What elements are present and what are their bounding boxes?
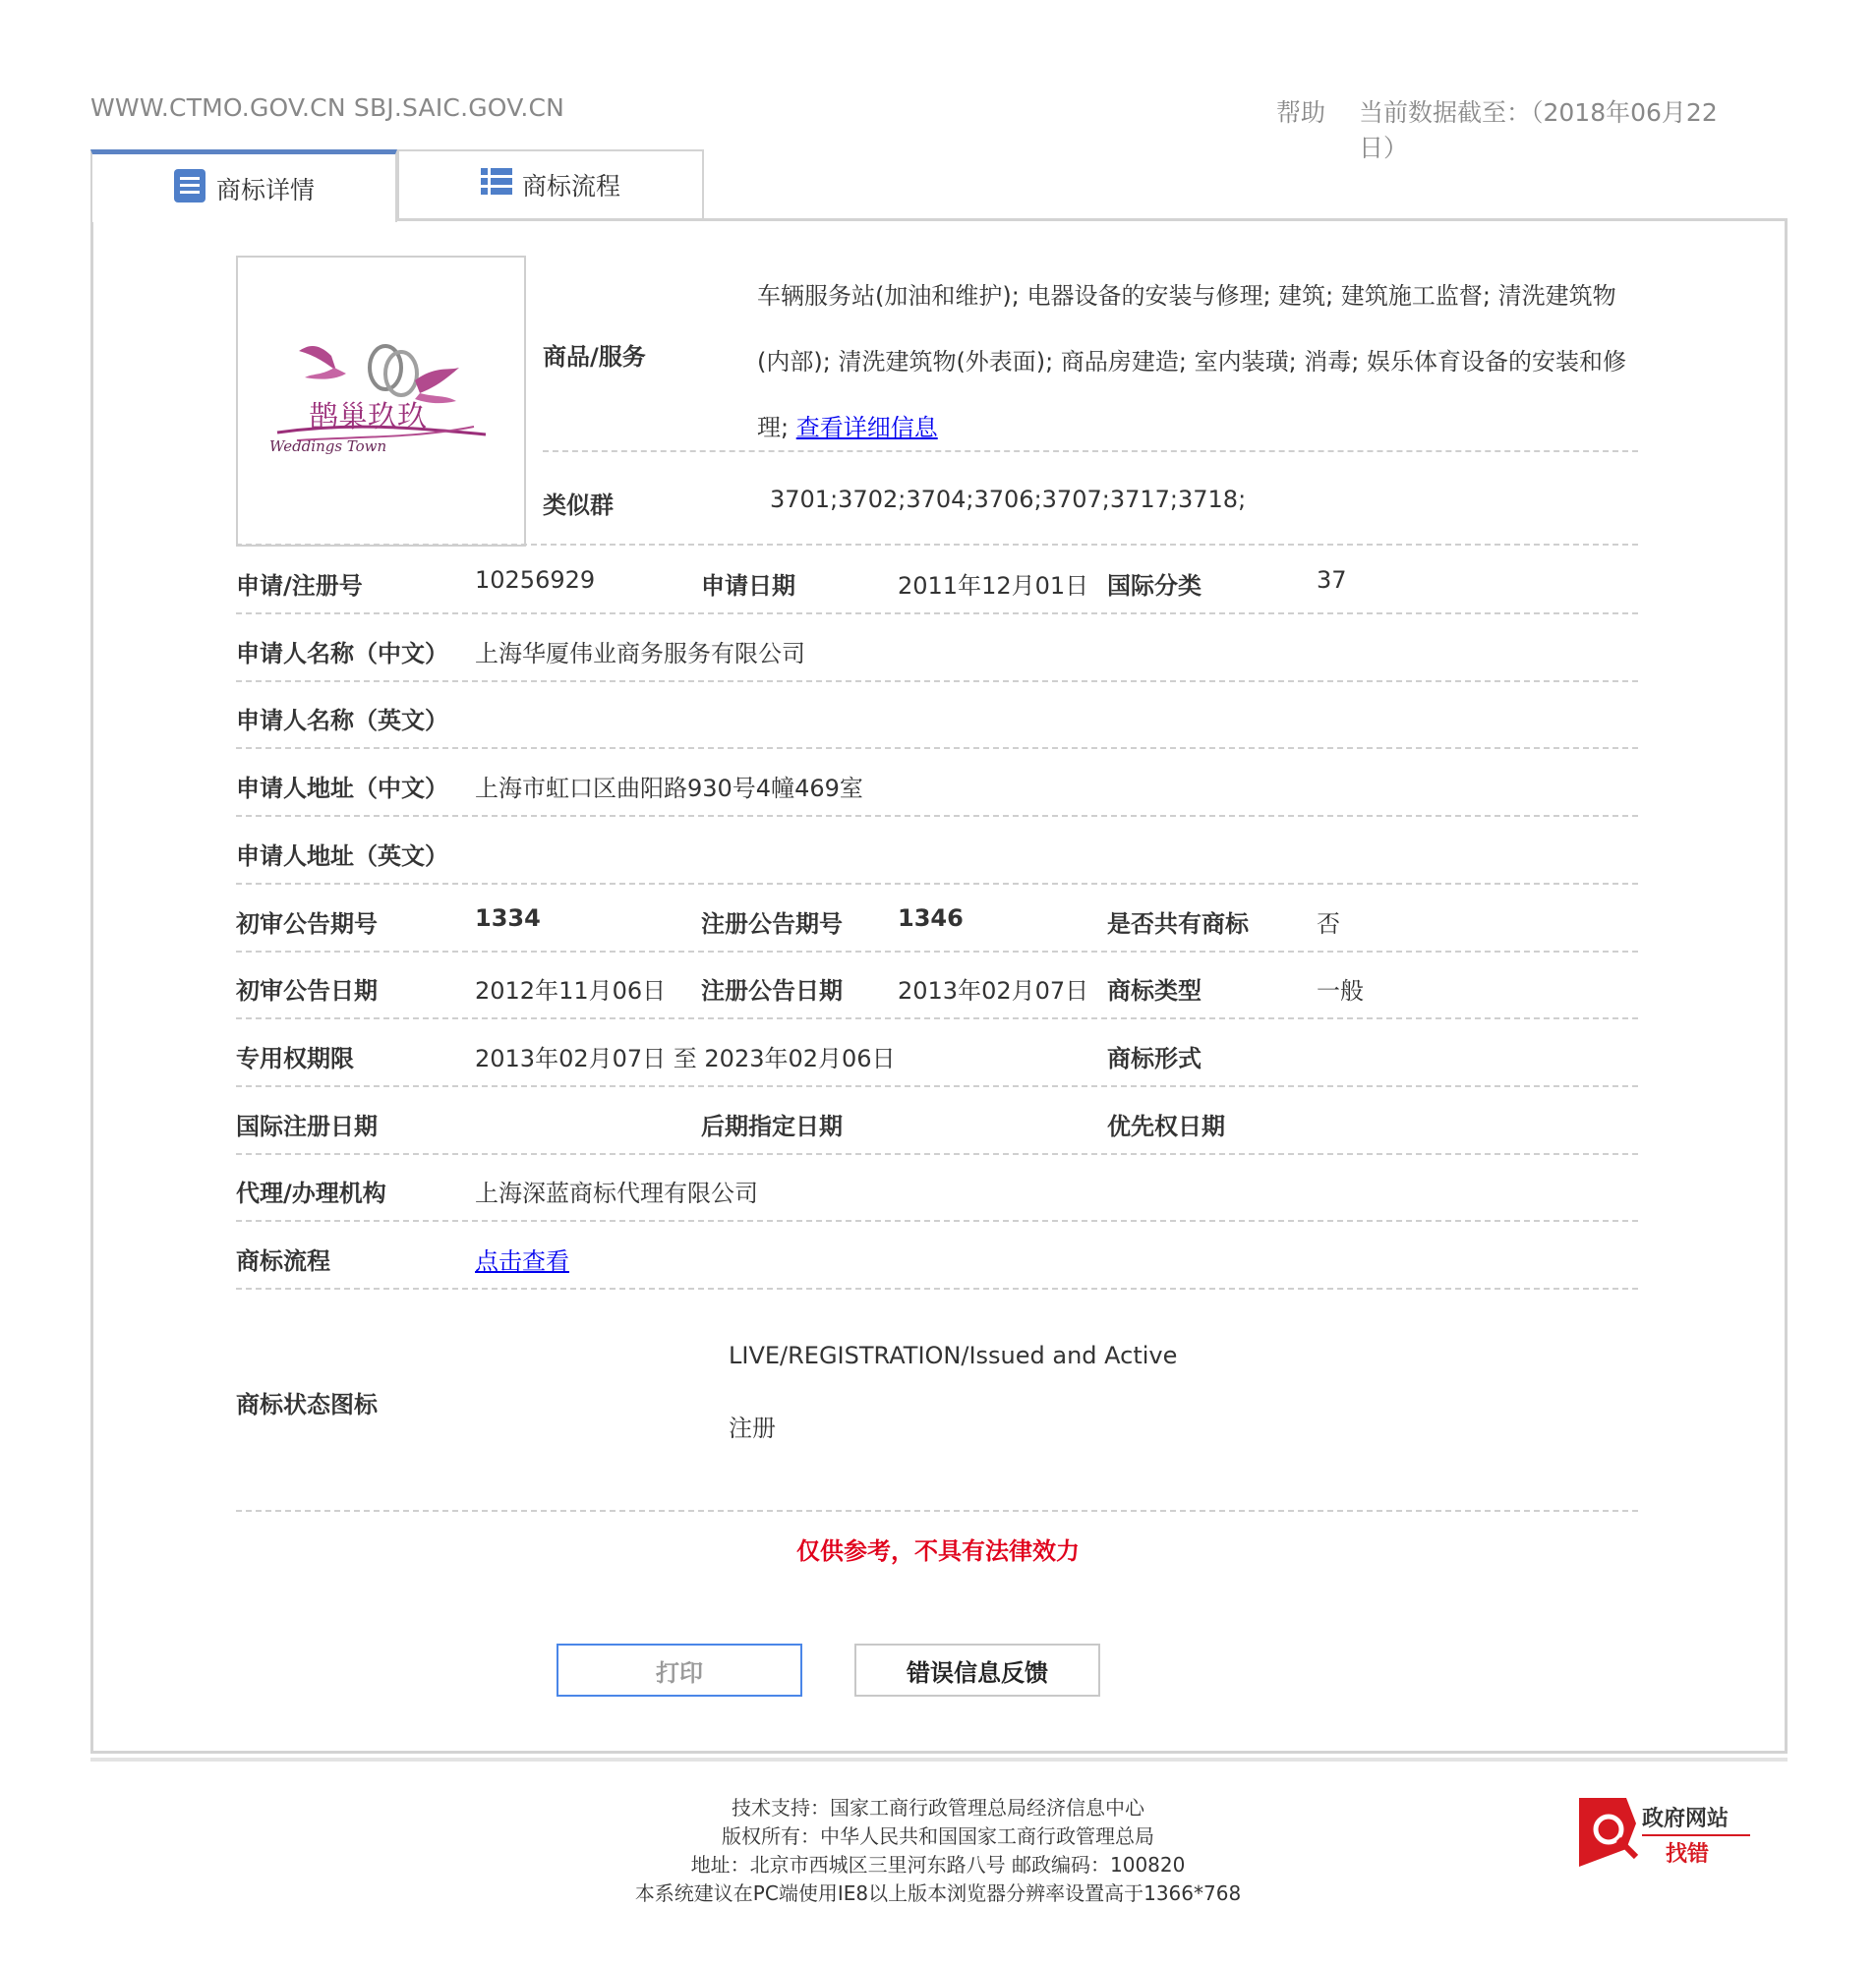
prelim-date-label: 初审公告日期 [236, 977, 378, 1005]
disclaimer: 仅供参考，不具有法律效力 [796, 1537, 1080, 1565]
process-link[interactable]: 点击查看 [475, 1247, 569, 1275]
reg-pub-date-value: 2013年02月07日 [898, 977, 1089, 1005]
similar-group-label: 类似群 [543, 492, 614, 519]
term-label: 专用权期限 [236, 1045, 354, 1072]
logo-chinese-text: 鹊巢玖玖 [309, 400, 427, 434]
footer-divider [90, 1758, 1788, 1762]
divider [236, 680, 1638, 682]
term-value: 2013年02月07日 至 2023年02月06日 [475, 1045, 896, 1072]
reg-pub-no-value: 1346 [898, 904, 964, 932]
agent-value: 上海深蓝商标代理有限公司 [475, 1180, 758, 1207]
tab-trademark-details[interactable] [90, 149, 397, 222]
prelim-date-value: 2012年11月06日 [475, 977, 667, 1005]
agent-label: 代理/办理机构 [236, 1180, 386, 1207]
badge-line1: 政府网站 [1642, 1807, 1729, 1831]
view-details-link[interactable]: 查看详细信息 [795, 414, 938, 441]
mark-type-label: 商标类型 [1107, 977, 1202, 1005]
shared-label: 是否共有商标 [1107, 910, 1249, 938]
reg-pub-date-label: 注册公告日期 [701, 977, 843, 1005]
prelim-no-label: 初审公告期号 [236, 910, 378, 938]
divider [236, 1288, 1638, 1290]
status-en: LIVE/REGISTRATION/Issued and Active [729, 1342, 1178, 1369]
tab-trademark-process[interactable] [397, 149, 704, 218]
document-list-icon [173, 168, 206, 209]
trademark-image [236, 256, 526, 547]
divider [543, 450, 1638, 452]
status-label: 商标状态图标 [236, 1391, 378, 1418]
process-label: 商标流程 [236, 1247, 330, 1275]
reg-pub-no-label: 注册公告期号 [701, 910, 843, 938]
print-button[interactable]: 打印 [557, 1644, 802, 1697]
list-icon [481, 167, 512, 202]
divider [236, 544, 1638, 546]
divider [236, 1085, 1638, 1087]
footer-address: 地址：北京市西城区三里河东路八号 邮政编码：100820 [690, 1853, 1186, 1877]
divider [236, 951, 1638, 953]
divider [236, 883, 1638, 885]
similar-group-value: 3701;3702;3704;3706;3707;3717;3718; [770, 486, 1247, 513]
divider [236, 815, 1638, 817]
gov-site-error-report-badge[interactable] [1577, 1794, 1754, 1873]
mark-form-label: 商标形式 [1107, 1045, 1202, 1072]
intl-reg-date-label: 国际注册日期 [236, 1113, 378, 1140]
goods-label: 商品/服务 [543, 343, 646, 371]
goods-value: 车辆服务站(加油和维护); 电器设备的安装与修理; 建筑; 建筑施工监督; 清洗建筑物(内部); 清洗建筑物(外表面); 商品房建造; 室内装璜; 消毒; 娱乐体育设备的安装和修理; [757, 282, 1627, 441]
divider [236, 747, 1638, 749]
later-designation-label: 后期指定日期 [701, 1113, 843, 1140]
divider [236, 1220, 1638, 1222]
mark-type-value: 一般 [1317, 977, 1364, 1005]
goods-text [757, 263, 1642, 461]
intl-class-label: 国际分类 [1107, 572, 1202, 600]
tab-label: 商标详情 [215, 175, 315, 204]
applicant-cn-label: 申请人名称（中文） [236, 640, 448, 667]
reg-no-label: 申请/注册号 [236, 572, 363, 600]
applicant-cn-value: 上海华厦伟业商务服务有限公司 [475, 640, 805, 667]
status-cn: 注册 [729, 1415, 776, 1442]
help-link[interactable]: 帮助 [1276, 98, 1326, 127]
tab-label: 商标流程 [521, 172, 620, 201]
feedback-button[interactable]: 错误信息反馈 [854, 1644, 1100, 1697]
divider [236, 1017, 1638, 1019]
divider [236, 612, 1638, 614]
app-date-label: 申请日期 [701, 572, 795, 600]
site-urls: WWW.CTMO.GOV.CN SBJ.SAIC.GOV.CN [90, 93, 565, 122]
divider [236, 1153, 1638, 1155]
data-as-of: 当前数据截至：（2018年06月22日） [1359, 98, 1718, 162]
address-cn-value: 上海市虹口区曲阳路930号4幢469室 [475, 775, 863, 802]
logo-english-text: Weddings Town [269, 437, 387, 455]
footer-copyright: 版权所有：中华人民共和国国家工商行政管理总局 [722, 1824, 1154, 1848]
prelim-no-value: 1334 [475, 904, 541, 932]
reg-no-value: 10256929 [475, 566, 596, 594]
address-en-label: 申请人地址（英文） [236, 842, 448, 870]
divider [236, 1510, 1638, 1512]
footer-tech-support: 技术支持：国家工商行政管理总局经济信息中心 [732, 1796, 1144, 1820]
applicant-en-label: 申请人名称（英文） [236, 707, 448, 734]
shared-value: 否 [1317, 910, 1340, 938]
address-cn-label: 申请人地址（中文） [236, 775, 448, 802]
priority-date-label: 优先权日期 [1107, 1113, 1225, 1140]
magnifier-flag-icon [1579, 1798, 1636, 1867]
app-date-value: 2011年12月01日 [898, 572, 1089, 600]
trademark-logo-rings-birds [238, 258, 524, 545]
badge-line2: 找错 [1666, 1842, 1710, 1867]
footer-browser-note: 本系统建议在PC端使用IE8以上版本浏览器分辨率设置高于1366*768 [634, 1881, 1242, 1905]
top-bar [90, 93, 1732, 162]
intl-class-value: 37 [1317, 566, 1347, 594]
